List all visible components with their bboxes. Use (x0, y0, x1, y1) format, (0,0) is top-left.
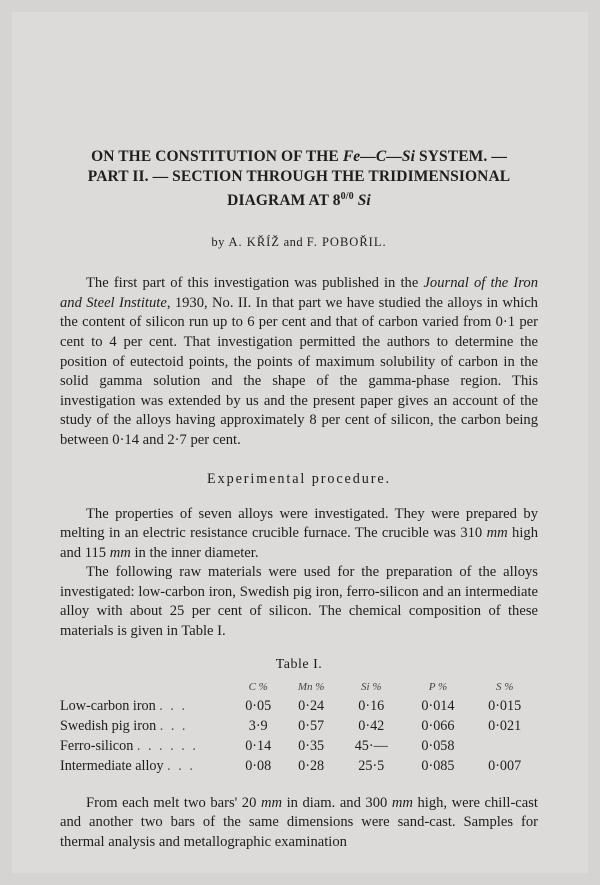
table-row: Ferro-silicon . . . . . . 0·14 0·35 45·— 0·058 (60, 738, 455, 755)
title-line1: ON THE CONSTITUTION OF THE Fe—C—Si SYSTEM. — (91, 148, 507, 165)
section-heading: Experimental procedure. (207, 470, 391, 487)
table-row: Low-carbon iron . . . 0·05 0·24 0·16 0·014 0·015 (60, 698, 522, 715)
title-line2: PART II. — SECTION THROUGH THE TRIDIMENSIONAL (87, 168, 511, 185)
title-line3: DIAGRAM AT $8^{0/0}$ Si (227, 191, 371, 210)
author-line: by A. KŘÍŽ and F. POBOŘIL. (211, 235, 387, 250)
paragraph-procedure: The properties of seven alloys were investigated. They were prepared by melting in an electric resistance crucible furnace. The crucible was 310 mm high and 115 mm in the inner diameter. (60, 505, 538, 561)
journal-name: Journal of the Iron and Steel Institute (60, 275, 538, 311)
author-name: A. KŘÍŽ (228, 235, 280, 250)
article-title (60, 147, 538, 211)
table-caption: Table I. (275, 656, 323, 672)
paragraph-materials: The following raw materials were used for the preparation of the alloys investigated: low-carbon iron, Swedish pig iron, ferro-silicon and an intermediate alloy with about 25 per cent of silicon. The chemical composition of these materials is given in Table I. (60, 564, 538, 640)
col-header: P % (428, 680, 448, 693)
col-header: Mn % (297, 680, 325, 693)
article (60, 147, 538, 852)
col-header: S % (495, 680, 514, 693)
table-row: Intermediate alloy . . . 0·08 0·28 25·5 0·085 0·007 (60, 758, 522, 775)
col-header: Si % (361, 680, 382, 693)
composition-table (60, 677, 538, 777)
page (12, 12, 588, 873)
col-header: C % (248, 680, 268, 693)
author-name: F. POBOŘIL. (306, 235, 387, 250)
table-header-row (60, 677, 538, 697)
paragraph-casting: From each melt two bars' 20 mm in diam. and 300 mm high, were chill-cast and another two bars of the same dimensions were sand-cast. Samples for thermal analysis and metallographic examination (60, 794, 538, 850)
intro-paragraph: The first part of this investigation was published in the Journal of the Iron and Steel Institute, 1930, No. II. In that part we have studied the alloys in which the content of silicon run up to 6 per cent and that of carbon varied from 0·1 per cent to 4 per cent. That investigation permitted the authors to determine the position of eutectoid points, the points of maximum solubility of carbon in the solid gamma solution and the shape of the gamma-phase region. This investigation was extended by us and the present paper gives an account of the study of the alloys having approximately 8 per cent of silicon, the carbon being between 0·14 and 2·7 per cent. (60, 275, 538, 448)
table-row: Swedish pig iron . . . 3·9 0·57 0·42 0·066 0·021 (60, 718, 522, 735)
